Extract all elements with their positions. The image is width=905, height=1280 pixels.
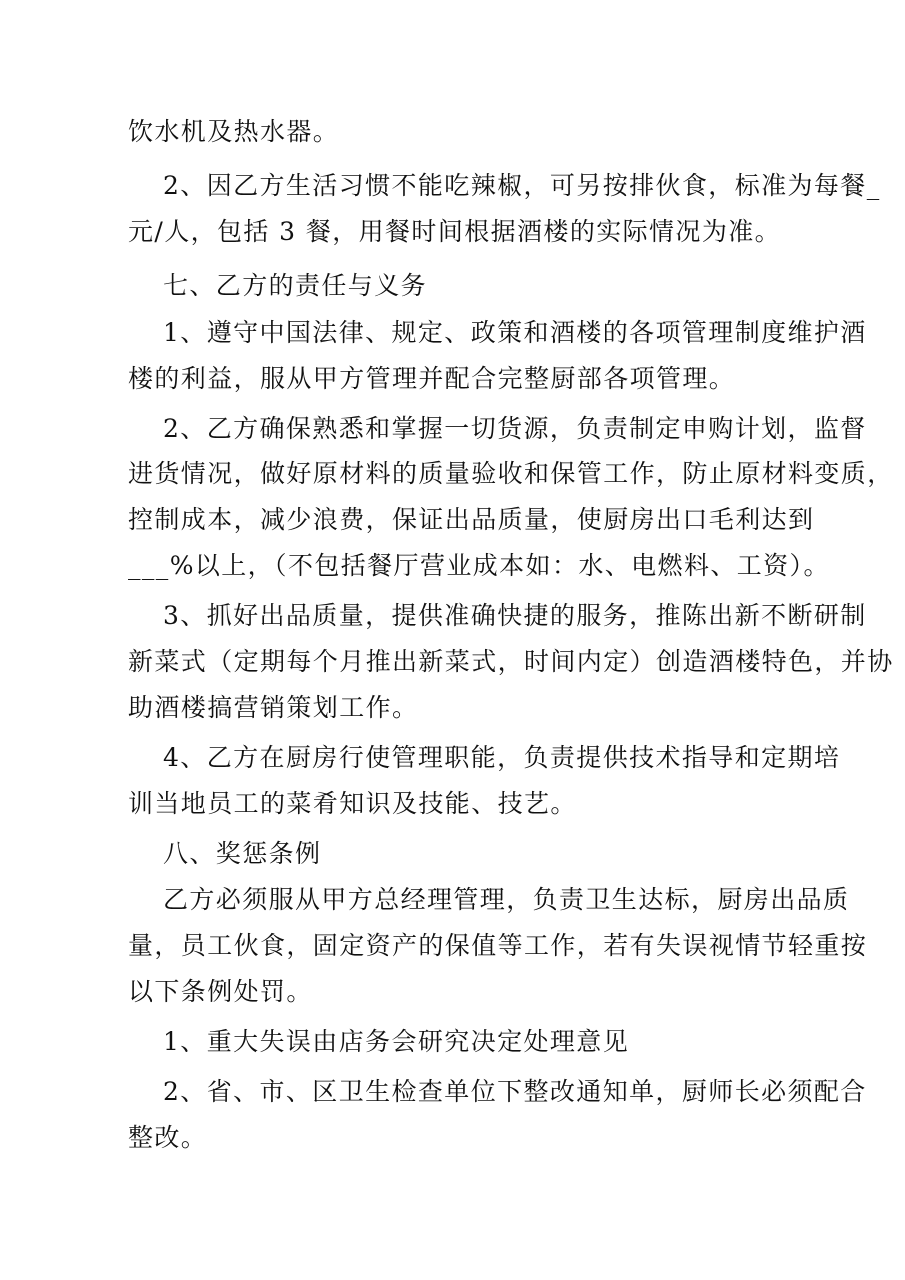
text-line: 2、因乙方生活习惯不能吃辣椒，可另按排伙食，标准为每餐_	[163, 171, 881, 200]
text-line: 4、乙方在厨房行使管理职能，负责提供技术指导和定期培	[163, 743, 841, 772]
text-line: 进货情况，做好原材料的质量验收和保管工作，防止原材料变质，	[128, 459, 894, 488]
text-line: 控制成本，减少浪费，保证出品质量，使厨房出口毛利达到	[128, 505, 815, 534]
text-line: 1、遵守中国法律、规定、政策和酒楼的各项管理制度维护酒	[163, 318, 867, 347]
text-line: 3、抓好出品质量，提供准确快捷的服务，推陈出新不断研制	[163, 601, 867, 630]
text-line: 楼的利益，服从甲方管理并配合完整厨部各项管理。	[128, 364, 736, 393]
text-line: 元/人，包括 3 餐，用餐时间根据酒楼的实际情况为准。	[128, 217, 782, 246]
text-line: 助酒楼搞营销策划工作。	[128, 693, 419, 722]
section-heading: 八、奖惩条例	[163, 839, 322, 868]
text-line: 2、乙方确保熟悉和掌握一切货源，负责制定申购计划，监督	[163, 414, 867, 443]
text-line: 乙方必须服从甲方总经理管理，负责卫生达标，厨房出品质	[163, 885, 850, 914]
text-line: 1、重大失误由店务会研究决定处理意见	[163, 1027, 630, 1056]
text-line: 饮水机及热水器。	[128, 117, 340, 146]
text-line: 整改。	[128, 1123, 208, 1152]
text-line: 量，员工伙食，固定资产的保值等工作，若有失误视情节轻重按	[128, 931, 868, 960]
text-line: 训当地员工的菜肴知识及技能、技艺。	[128, 789, 577, 818]
text-line: 以下条例处罚。	[128, 977, 313, 1006]
section-heading: 七、乙方的责任与义务	[163, 271, 428, 300]
text-line: 2、省、市、区卫生检查单位下整改通知单，厨师长必须配合	[163, 1077, 867, 1106]
text-line: 新菜式（定期每个月推出新菜式，时间内定）创造酒楼特色，并协	[128, 647, 894, 676]
text-line: ___%以上，（不包括餐厅营业成本如：水、电燃料、工资）。	[128, 551, 830, 580]
